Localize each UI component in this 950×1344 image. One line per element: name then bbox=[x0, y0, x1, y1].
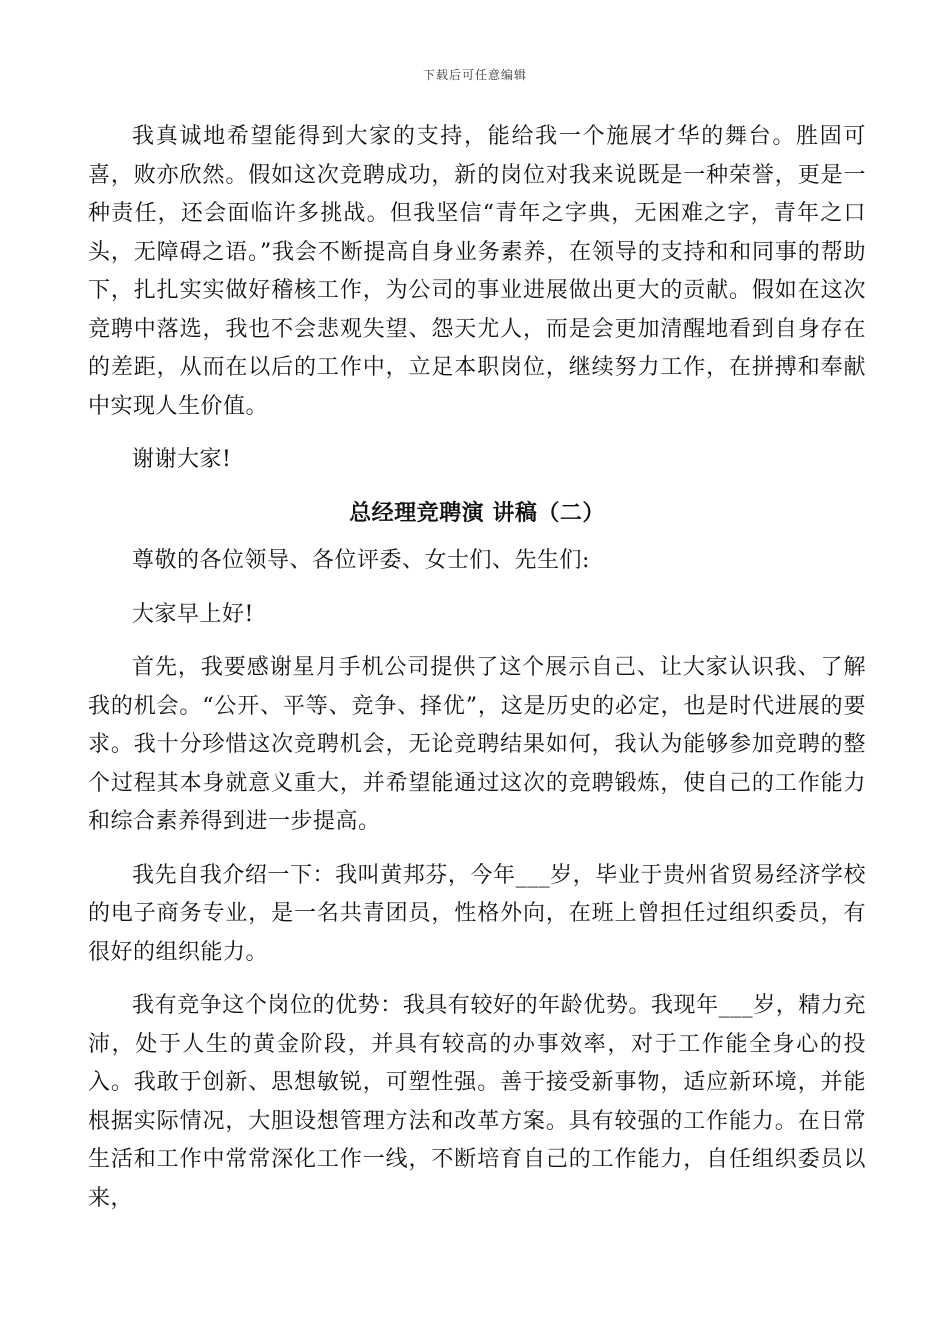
paragraph-gratitude: 首先，我要感谢星月手机公司提供了这个展示自己、让大家认识我、了解我的机会。“公开、平等、竞争、择优”，这是历史的必定，也是时代进展的要求。我十分珍惜这次竞聘机会，无论竞聘结果如何，我认为能够参加竞聘的整个过程其本身就意义重大，并希望能通过这次的竞聘锻炼，使自己的工作能力和综合素养得到进一步提高。 bbox=[88, 655, 866, 834]
page-header-note: 下载后可任意编辑 bbox=[422, 68, 527, 82]
paragraph-salutation: 尊敬的各位领导、各位评委、女士们、先生们: bbox=[132, 548, 590, 573]
paragraph-thanks: 谢谢大家! bbox=[132, 447, 232, 472]
paragraph-greeting: 大家早上好! bbox=[132, 601, 254, 627]
document-body bbox=[88, 118, 866, 1218]
paragraph-self-introduction: 我先自我介绍一下：我叫黄邦芬，今年___岁，毕业于贵州省贸易经济学校的电子商务专业，是一名共青团员，性格外向，在班上曾担任过组织委员，有很好的组织能力。 bbox=[88, 862, 866, 965]
paragraph-closing-statement: 我真诚地希望能得到大家的支持，能给我一个施展才华的舞台。胜固可喜，败亦欣然。假如这次竞聘成功，新的岗位对我来说既是一种荣誉，更是一种责任，还会面临许多挑战。但我坚信“青年之字典，无困难之字，青年之口头，无障碍之语。”我会不断提高自身业务素养，在领导的支持和和同事的帮助下，扎扎实实做好稽核工作，为公司的事业进展做出更大的贡献。假如在这次竞聘中落选，我也不会悲观失望、怨天尤人，而是会更加清醒地看到自身存在的差距，从而在以后的工作中，立足本职岗位，继续努力工作，在拼搏和奉献中实现人生价值。 bbox=[88, 124, 866, 419]
paragraph-advantages: 我有竞争这个岗位的优势：我具有较好的年龄优势。我现年___岁，精力充沛，处于人生的黄金阶段，并具有较高的办事效率，对于工作能全身心的投入。我敢于创新、思想敏锐，可塑性强。善于接受新事物，适应新环境，并能根据实际情况，大胆设想管理方法和改革方案。具有较强的工作能力。在日常生活和工作中常常深化工作一线，不断培育自己的工作能力，自任组织委员以来， bbox=[88, 993, 866, 1211]
section-title: 总经理竞聘演 讲稿（二） bbox=[349, 499, 605, 526]
